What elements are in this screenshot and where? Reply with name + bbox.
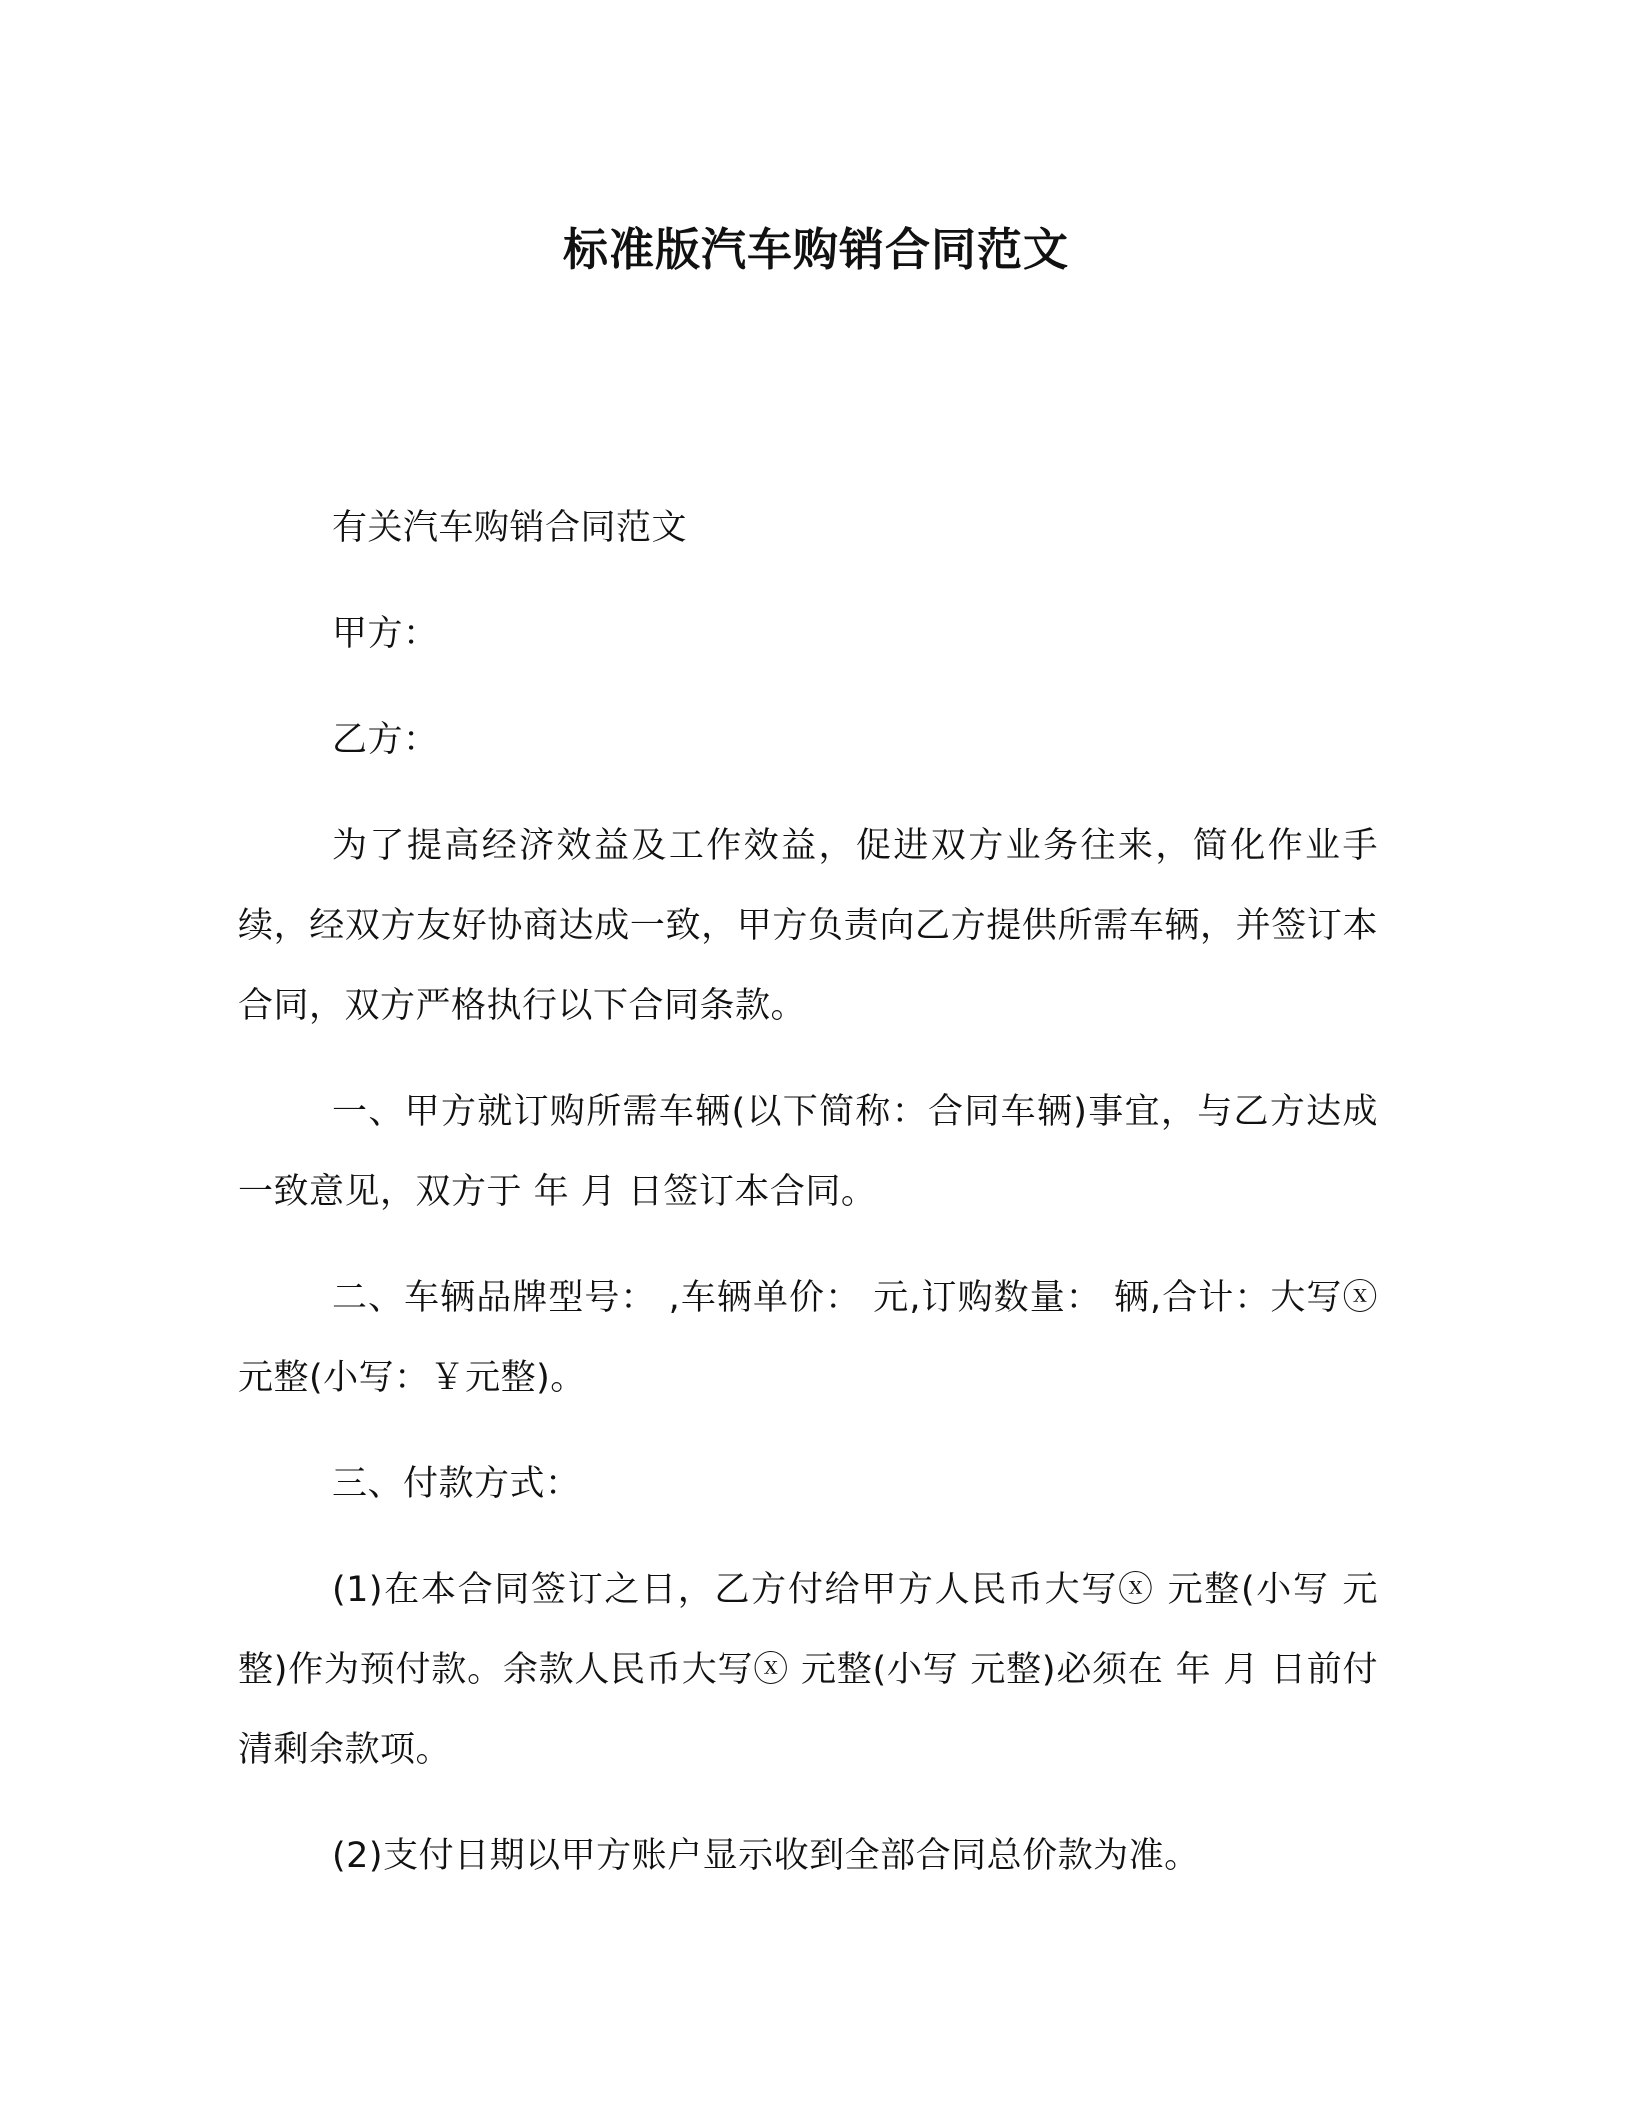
paragraph-preamble: 为了提高经济效益及工作效益，促进双方业务往来，简化作业手续，经双方友好协商达成一致，甲方负责向乙方提供所需车辆，并签订本合同，双方严格执行以下合同条款。	[238, 826, 1378, 1026]
paragraph-clause-3-heading: 三、付款方式：	[332, 1464, 581, 1504]
paragraph-subtitle: 有关汽车购销合同范文	[332, 508, 688, 548]
document-title: 标准版汽车购销合同范文	[562, 223, 1069, 276]
paragraph-party-b: 乙方：	[332, 720, 439, 760]
document-body	[238, 488, 1378, 1922]
paragraph-payment-2: (2)支付日期以甲方账户显示收到全部合同总价款为准。	[332, 1836, 1200, 1876]
paragraph-payment-1: (1)在本合同签订之日，乙方付给甲方人民币大写ⓧ 元整(小写 元整)作为预付款。余款人民币大写ⓧ 元整(小写 元整)必须在 年 月 日前付清剩余款项。	[238, 1570, 1378, 1770]
paragraph-party-a: 甲方：	[332, 614, 439, 654]
paragraph-clause-2: 二、车辆品牌型号： ,车辆单价： 元,订购数量： 辆,合计：大写ⓧ 元整(小写：￥元整)。	[238, 1278, 1378, 1398]
paragraph-clause-1: 一、甲方就订购所需车辆(以下简称：合同车辆)事宜，与乙方达成一致意见，双方于 年 月 日签订本合同。	[238, 1092, 1378, 1212]
